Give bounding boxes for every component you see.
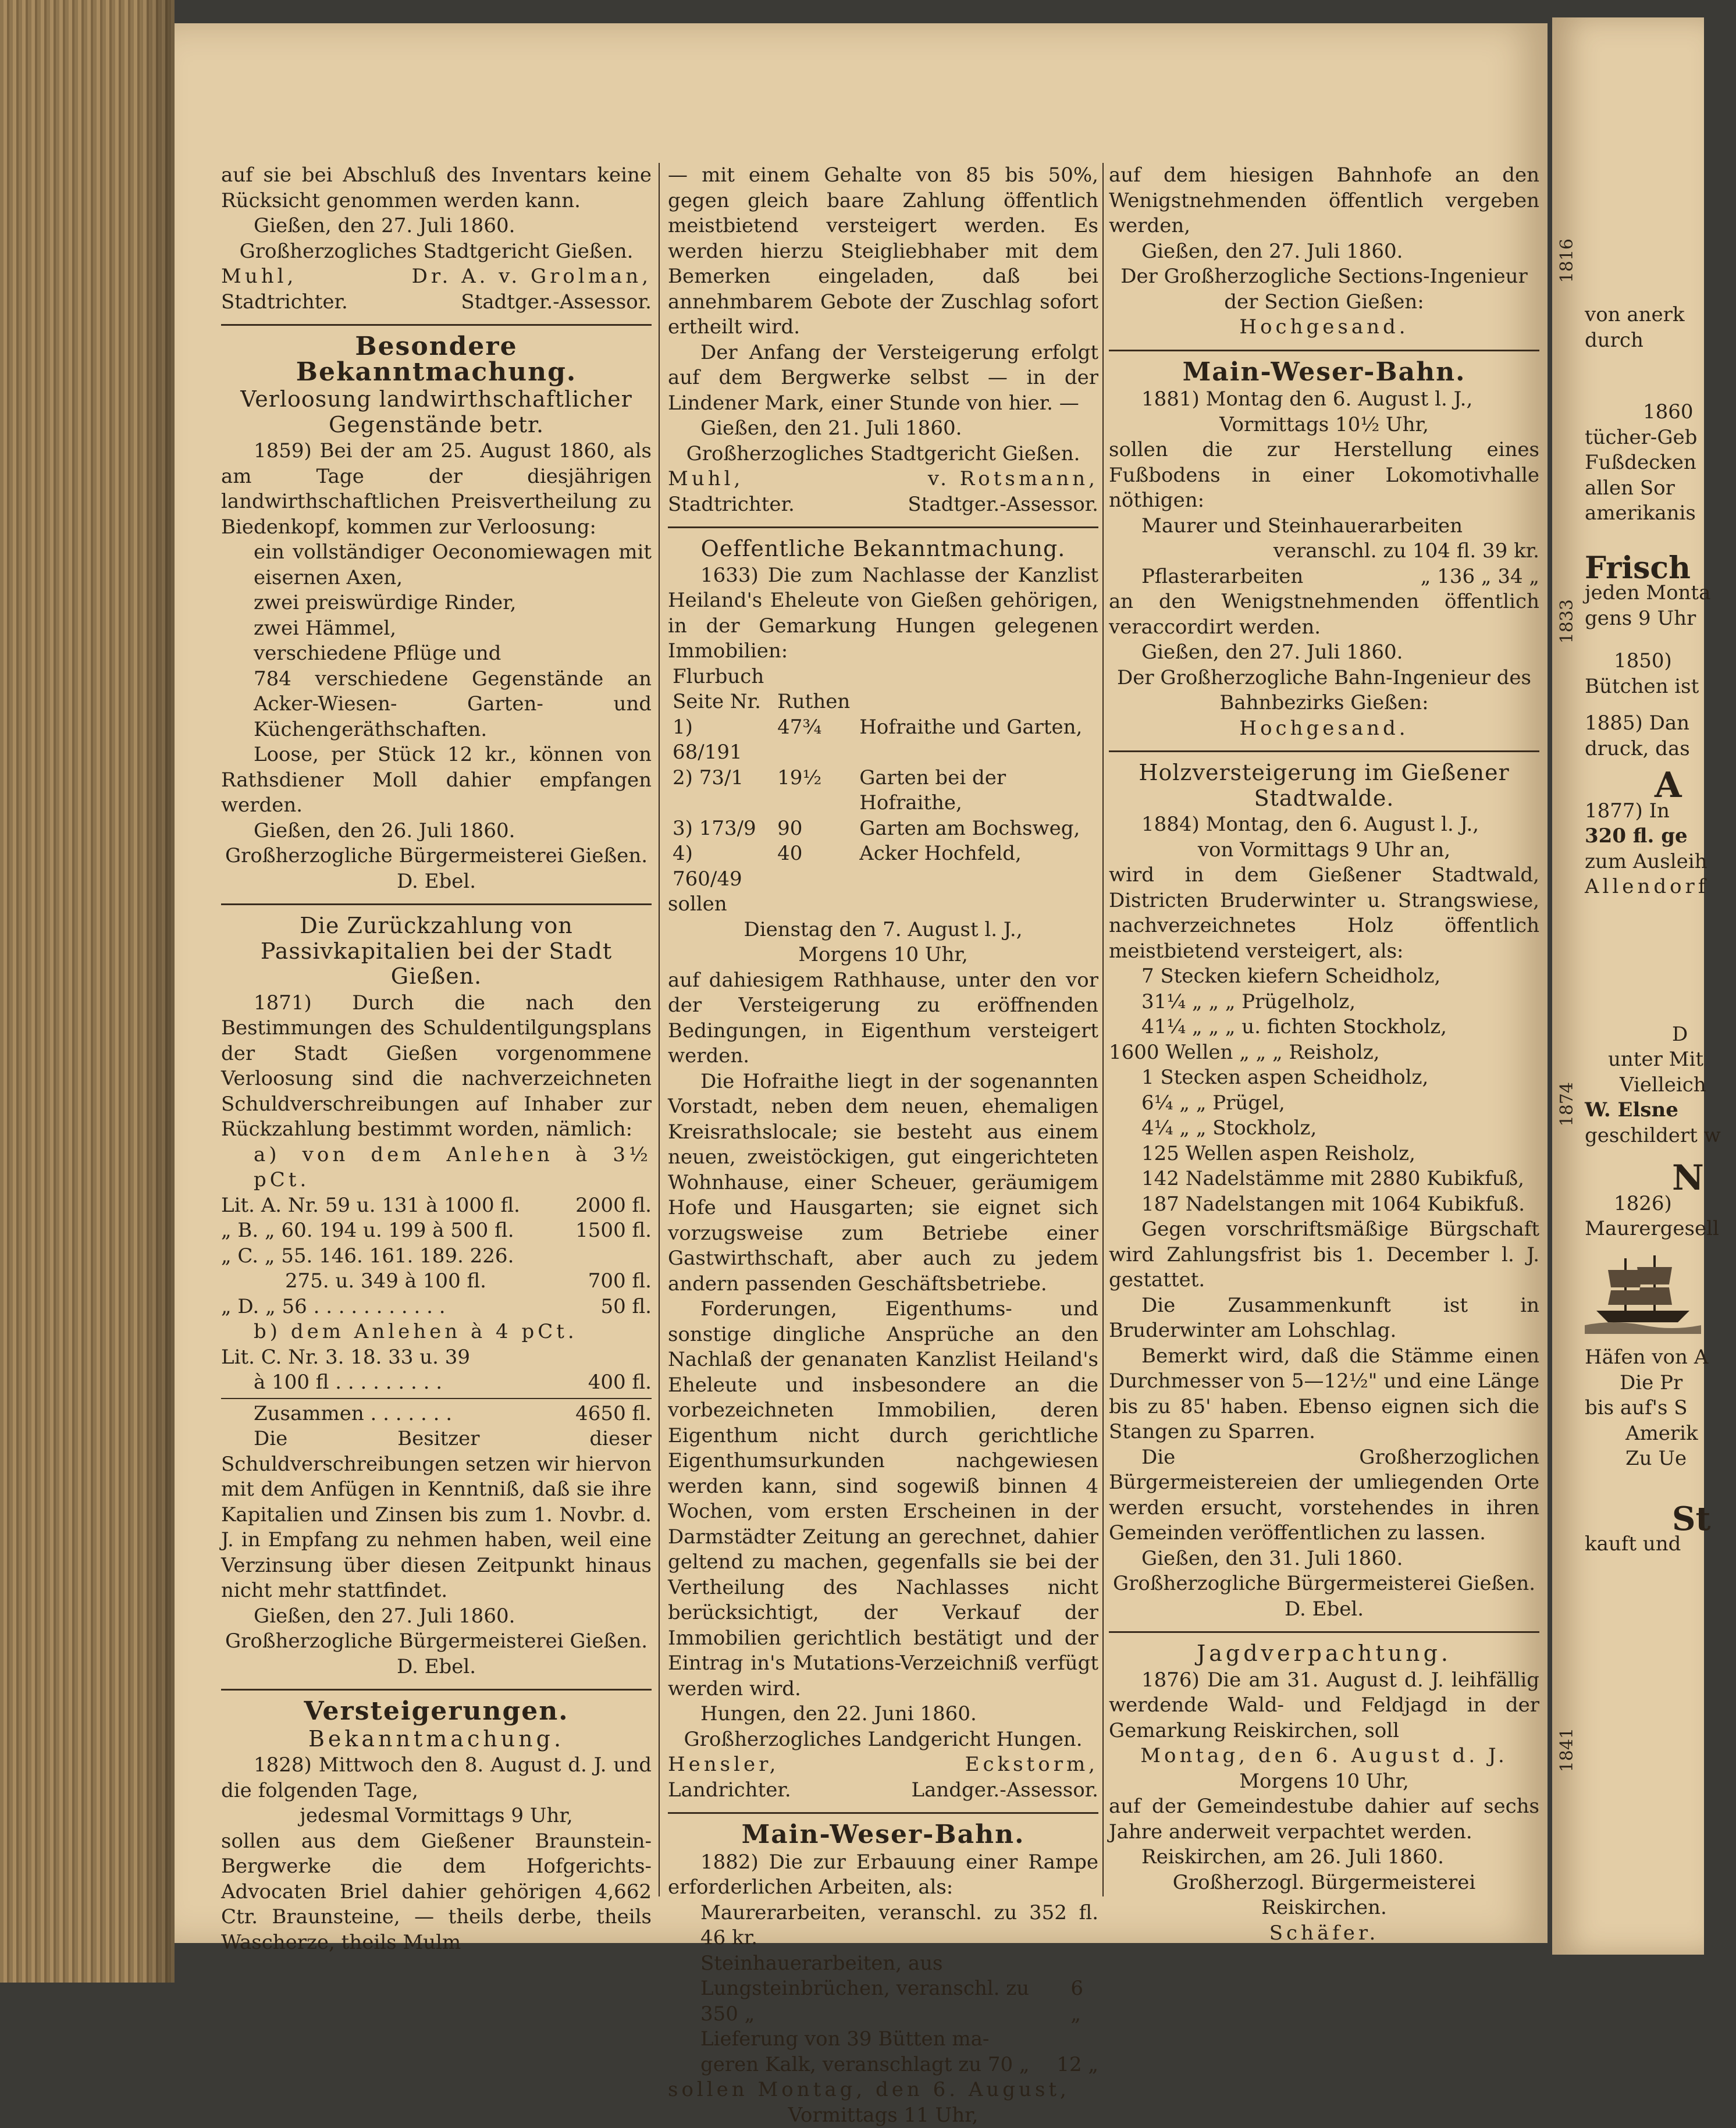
date-line: 1881) Montag den 6. August l. J.,	[1109, 387, 1539, 412]
list-item: 31¼ „ „ „ Prügelholz,	[1109, 990, 1539, 1015]
notice-text: 1871) Durch die nach den Bestimmungen des Schuldentilgungsplans der Stadt Gießen vorgenommene Verloosung sind die nachverzeichneten Schuldverschreibungen auf Inhaber zur Rückzahlung bestimmt worden, nämlich:	[221, 991, 652, 1143]
table-row: 4) 760/49 40 Acker Hochfeld,	[668, 841, 1098, 892]
list-item: 7 Stecken kiefern Scheidholz,	[1109, 964, 1539, 990]
newspaper-page	[175, 23, 1548, 1943]
bond-line: 275. u. 349 à 100 fl. 700 fl.	[221, 1269, 652, 1294]
notice-title: Jagdverpachtung.	[1109, 1641, 1539, 1667]
text-line: Vielleich	[1585, 1073, 1736, 1098]
notice-text: Gegen vorschriftsmäßige Bürgschaft wird Zahlungsfrist bis 1. December l. J. gestattet.	[1109, 1217, 1539, 1293]
section-heading: Main-Weser-Bahn.	[668, 1822, 1098, 1848]
notice-text: 1876) Die am 31. August d. J. leihfällig werdende Wald- und Feldjagd in der Gemarkung Reiskirchen, soll	[1109, 1668, 1539, 1744]
authority-line: Großherzogliche Bürgermeisterei Gießen.	[221, 844, 652, 869]
signature-row: Muhl, v. Rotsmann,	[668, 467, 1098, 492]
date-line: Gießen, den 27. Juli 1860.	[221, 1604, 652, 1629]
list-item: geren Kalk, veranschlagt zu 70 „ 12 „	[668, 2052, 1098, 2078]
notice-number: 1816	[1557, 239, 1577, 283]
text-line: Häfen von A	[1585, 1345, 1736, 1371]
signature-title-row: Stadtrichter. Stadtger.-Assessor.	[221, 290, 652, 315]
text-line: Amerik	[1585, 1421, 1736, 1447]
text-line: Zu Ue	[1585, 1446, 1736, 1472]
authority-line: Großherzogliche Bürgermeisterei Gießen.	[1109, 1571, 1539, 1597]
time-line: Morgens 10 Uhr,	[1109, 1769, 1539, 1795]
notice-text: auf dahiesigem Rathhause, unter den vor der Versteigerung zu eröffnenden Bedingungen, in Eigenthum versteigert werden.	[668, 968, 1098, 1069]
text-line: gens 9 Uhr	[1585, 606, 1736, 632]
section-divider	[1109, 750, 1539, 752]
notice-text: Bemerkt wird, daß die Stämme einen Durchmesser von 5—12½" und eine Länge bis zu 85' haben. Ebenso eignen sich die Stangen zu Sparren.	[1109, 1344, 1539, 1445]
text-line: zum Ausleih	[1585, 849, 1736, 875]
list-item: Maurerarbeiten, veranschl. zu 352 fl. 46 kr.	[668, 1901, 1098, 1951]
notice-text: Die Hofraithe liegt in der sogenannten Vorstadt, neben dem neuen, ehemaligen Kreisrathslocale; sie besteht aus einem neuen, zweistöckigen, gut eingerichteten Wohnhause, einer Scheuer, geräumigem Hofe und Hausgarten; sie eignet sich vorzugsweise zum Betriebe einer Gastwirthschaft, aber auch zu jedem andern passenden Geschäftsbetriebe.	[668, 1069, 1098, 1297]
table-row: 3) 173/9 90 Garten am Bochsweg,	[668, 816, 1098, 842]
authority-line: Großherzogl. Bürgermeisterei Reiskirchen.	[1109, 1870, 1539, 1921]
section-divider	[1109, 350, 1539, 351]
list-item: 41¼ „ „ „ u. fichten Stockholz,	[1109, 1015, 1539, 1040]
column-rule	[659, 163, 660, 1896]
heading: A	[1585, 773, 1736, 799]
list-item: 125 Wellen aspen Reisholz,	[1109, 1141, 1539, 1167]
notice-text: an den Wenigstnehmenden öffentlich veraccordirt werden.	[1109, 589, 1539, 640]
table-header: Seite Nr. Ruthen	[668, 689, 1098, 715]
text-line: D	[1585, 1022, 1736, 1048]
bond-line: Lit. A. Nr. 59 u. 131 à 1000 fl. 2000 fl.	[221, 1193, 652, 1219]
notice-text: wird in dem Gießener Stadtwald, Districten Bruderwinter u. Strangswiese, nachverzeichnetes Holz öffentlich meistbietend versteigert, als:	[1109, 863, 1539, 964]
ship-illustration	[1585, 1247, 1701, 1334]
notice-text: — mit einem Gehalte von 85 bis 50%, gegen gleich baare Zahlung öffentlich meistbietend versteigert werden. Es werden hierzu Steigliebhaber mit dem Bemerken eingeladen, daß bei annehmbarem Gebote der Zuschlag sofort ertheilt wird.	[668, 163, 1098, 340]
list-item: verschiedene Pflüge und	[221, 641, 652, 667]
section-heading: Versteigerungen.	[221, 1699, 652, 1724]
bond-line: à 100 fl . . . . . . . . . 400 fl.	[221, 1370, 652, 1396]
date-line: Montag, den 6. August d. J.	[1109, 1743, 1539, 1769]
notice-text: auf der Gemeindestube dahier auf sechs Jahre anderweit verpachtet werden.	[1109, 1794, 1539, 1845]
table-row: 2) 73/1 19½ Garten bei der Hofraithe,	[668, 766, 1098, 816]
list-item: 142 Nadelstämme mit 2880 Kubikfuß,	[1109, 1166, 1539, 1192]
list-item: zwei preiswürdige Rinder,	[221, 590, 652, 616]
time-line: Vormittags 11 Uhr,	[668, 2103, 1098, 2128]
text-line: 320 fl. ge	[1585, 824, 1736, 849]
notice-text: Der Anfang der Versteigerung erfolgt auf dem Bergwerke selbst — in der Lindener Mark, einer Stunde von hier. —	[668, 340, 1098, 417]
notice-text: Die Großherzoglichen Bürgermeistereien der umliegenden Orte werden ersucht, vorstehendes in ihren Gemeinden veröffentlichen zu lassen.	[1109, 1445, 1539, 1546]
column-1	[221, 163, 652, 1955]
heading: Frisch	[1585, 556, 1736, 581]
bond-line: Lit. C. Nr. 3. 18. 33 u. 39	[221, 1345, 652, 1371]
text-line: 1850)	[1585, 649, 1736, 674]
notice-title: Verloosung landwirthschaftlicher Gegenstände betr.	[221, 387, 652, 437]
signature: D. Ebel.	[1109, 1597, 1539, 1622]
signature-row: Muhl, Dr. A. v. Grolman,	[221, 264, 652, 290]
authority-line: Großherzogliche Bürgermeisterei Gießen.	[221, 1629, 652, 1654]
text-line: allen Sor	[1585, 476, 1736, 501]
notice-text: 1828) Mittwoch den 8. August d. J. und die folgenden Tage,	[221, 1753, 652, 1803]
list-heading: b) dem Anlehen à 4 pCt.	[221, 1319, 652, 1345]
notice-text: sollen aus dem Gießener Braunstein-Bergwerke die dem Hofgerichts-Advocaten Briel dahier gehörigen 4,662 Ctr. Braunsteine, — theils derbe, theils Wascherze, theils Mulm	[221, 1829, 652, 1956]
time-line: von Vormittags 9 Uhr an,	[1109, 838, 1539, 863]
section-heading: Besondere Bekanntmachung.	[221, 334, 652, 385]
date-line: sollen Montag, den 6. August,	[668, 2077, 1098, 2103]
section-divider	[221, 324, 652, 326]
notice-title: Holzversteigerung im Gießener Stadtwalde.	[1109, 760, 1539, 811]
sum-rule	[221, 1398, 652, 1399]
date-line: Hungen, den 22. Juni 1860.	[668, 1702, 1098, 1727]
property-table	[668, 664, 1098, 892]
notice-number: 1841	[1557, 1728, 1577, 1772]
text-line: unter Mit	[1585, 1047, 1736, 1073]
notice-text: auf dem hiesigen Bahnhofe an den Wenigstnehmenden öffentlich vergeben werden,	[1109, 163, 1539, 239]
section-divider	[668, 526, 1098, 528]
total-line: Zusammen . . . . . . . 4650 fl.	[221, 1401, 652, 1427]
text-line: jeden Monta	[1585, 581, 1736, 606]
column-2	[668, 163, 1098, 2128]
text-line: durch	[1585, 328, 1736, 354]
table-header: Flurbuch	[668, 664, 1098, 690]
notice-text: Die Besitzer dieser Schuldverschreibungen setzen wir hiervon mit dem Anfügen in Kenntniß, daß sie ihre Kapitalien und Zinsen bis zum 1. Novbr. d. J. in Empfang zu nehmen haben, weil eine Verzinsung über diesen Zeitpunkt hinaus nicht mehr stattfindet.	[221, 1426, 652, 1604]
list-item: Steinhauerarbeiten, aus	[668, 1951, 1098, 1977]
list-item: zwei Hämmel,	[221, 616, 652, 642]
list-item: Maurer und Steinhauerarbeiten	[1109, 514, 1539, 539]
signature: Schäfer.	[1109, 1921, 1539, 1946]
notice-text: 1882) Die zur Erbauung einer Rampe erforderlichen Arbeiten, als:	[668, 1850, 1098, 1901]
facing-page	[1552, 17, 1704, 1955]
authority-line: Der Großherzogliche Sections-Ingenieur der Section Gießen:	[1109, 264, 1539, 315]
notice-text: sollen die zur Herstellung eines Fußbodens in einer Lokomotivhalle nöthigen:	[1109, 437, 1539, 514]
section-divider	[221, 903, 652, 905]
signature-title-row: Landrichter. Landger.-Assessor.	[668, 1778, 1098, 1803]
column-rule	[1102, 163, 1104, 1896]
text-line: 1860	[1585, 400, 1736, 425]
text-line: Die Pr	[1585, 1371, 1736, 1396]
heading: N	[1585, 1166, 1736, 1191]
signature: D. Ebel.	[221, 1654, 652, 1680]
date-line: Gießen, den 27. Juli 1860.	[1109, 640, 1539, 666]
bond-line: „ B. „ 60. 194 u. 199 à 500 fl. 1500 fl.	[221, 1218, 652, 1244]
list-item: veranschl. zu 104 fl. 39 kr.	[1109, 539, 1539, 564]
date-line: Gießen, den 26. Juli 1860.	[221, 819, 652, 844]
date-line: Reiskirchen, am 26. Juli 1860.	[1109, 1845, 1539, 1870]
date-line: Dienstag den 7. August l. J.,	[668, 917, 1098, 943]
text-line: amerikanis	[1585, 501, 1736, 526]
text-line: von anerk	[1585, 303, 1736, 328]
notice-title: Oeffentliche Bekanntmachung.	[668, 536, 1098, 562]
authority-line: Großherzogliches Landgericht Hungen.	[668, 1727, 1098, 1753]
notice-text: Loose, per Stück 12 kr., können von Rathsdiener Moll dahier empfangen werden.	[221, 742, 652, 819]
text-line: 1826)	[1585, 1191, 1736, 1217]
text-line: 1877) In	[1585, 799, 1736, 824]
notice-text: auf sie bei Abschluß des Inventars keine Rücksicht genommen werden kann.	[221, 163, 652, 213]
signature: Hochgesand.	[1109, 315, 1539, 340]
date-line: 1884) Montag, den 6. August l. J.,	[1109, 812, 1539, 838]
signature: Hochgesand.	[1109, 716, 1539, 742]
signature: D. Ebel.	[221, 869, 652, 895]
text-line: 1885) Dan	[1585, 711, 1736, 736]
book-page-edges	[0, 0, 175, 1983]
date-line: Gießen, den 27. Juli 1860.	[221, 213, 652, 239]
facing-page-column	[1585, 157, 1736, 1557]
notice-number: 1874	[1557, 1082, 1577, 1126]
text-line: Maurergesell	[1585, 1216, 1736, 1242]
notice-title: Die Zurückzahlung von Passivkapitalien bei der Stadt Gießen.	[221, 913, 652, 990]
section-heading: Main-Weser-Bahn.	[1109, 360, 1539, 385]
heading: St	[1585, 1507, 1736, 1532]
section-divider	[1109, 1631, 1539, 1633]
signature-row: Hensler, Eckstorm,	[668, 1752, 1098, 1778]
bond-line: „ C. „ 55. 146. 161. 189. 226.	[221, 1244, 652, 1269]
list-item: 1 Stecken aspen Scheidholz,	[1109, 1065, 1539, 1091]
list-item: Pflasterarbeiten „ 136 „ 34 „	[1109, 564, 1539, 590]
signature-title-row: Stadtrichter. Stadtger.-Assessor.	[668, 492, 1098, 518]
time-line: Morgens 10 Uhr,	[668, 942, 1098, 968]
notice-text: Forderungen, Eigenthums- und sonstige dingliche Ansprüche an den Nachlaß der genanaten Kanzlist Heiland's Eheleute und insbesondere an die vorbezeichneten Immobilien, deren Eigenthum nicht durch gerichtliche Eigenthumsurkunden nachgewiesen werden kann, sind sogewiß binnen 4 Wochen, vom ersten Erscheinen in der Darmstädter Zeitung an gerechnet, dahier geltend zu machen, gegenfalls sie bei der Vertheilung des Nachlasses nicht berücksichtigt, der Verkauf der Immobilien gerichtlich bestätigt und der Eintrag in's Mutations-Verzeichniß verfügt werden wird.	[668, 1297, 1098, 1702]
notice-text: 1859) Bei der am 25. August 1860, als am Tage der diesjährigen landwirthschaftlichen Preisvertheilung zu Biedenkopf, kommen zur Verloosung:	[221, 439, 652, 540]
text-line: tücher-Geb	[1585, 425, 1736, 451]
text-line: W. Elsne	[1585, 1098, 1736, 1123]
time-line: Vormittags 10½ Uhr,	[1109, 412, 1539, 438]
notice-text: Die Zusammenkunft ist in Bruderwinter am Lohschlag.	[1109, 1293, 1539, 1344]
notice-text: sollen	[668, 892, 1098, 917]
time-line: jedesmal Vormittags 9 Uhr,	[221, 1803, 652, 1829]
text-line: geschildert w	[1585, 1123, 1736, 1149]
list-heading: a) von dem Anlehen à 3½ pCt.	[221, 1143, 652, 1193]
list-item: Lieferung von 39 Bütten ma-	[668, 2027, 1098, 2052]
text-line: bis auf's S	[1585, 1396, 1736, 1421]
notice-title: Bekanntmachung.	[221, 1727, 652, 1752]
list-item: 187 Nadelstangen mit 1064 Kubikfuß.	[1109, 1192, 1539, 1218]
column-3	[1109, 163, 1539, 1946]
authority-line: Großherzogliches Stadtgericht Gießen.	[221, 239, 652, 265]
text-line: druck, das	[1585, 736, 1736, 762]
list-item: 1600 Wellen „ „ „ Reisholz,	[1109, 1040, 1539, 1066]
date-line: Gießen, den 27. Juli 1860.	[1109, 239, 1539, 265]
text-line: kauft und	[1585, 1532, 1736, 1557]
bond-line: „ D. „ 56 . . . . . . . . . . . 50 fl.	[221, 1294, 652, 1320]
list-item: 784 verschiedene Gegenstände an Acker-Wiesen- Garten- und Küchengeräthschaften.	[221, 667, 652, 743]
section-divider	[221, 1689, 652, 1691]
notice-number: 1833	[1557, 599, 1577, 643]
table-row: 1) 68/191 47¾ Hofraithe und Garten,	[668, 715, 1098, 766]
authority-line: Der Großherzogliche Bahn-Ingenieur des Bahnbezirks Gießen:	[1109, 666, 1539, 716]
notice-text: 1633) Die zum Nachlasse der Kanzlist Heiland's Eheleute von Gießen gehörigen, in der Gemarkung Hungen gelegenen Immobilien:	[668, 563, 1098, 664]
list-item: ein vollständiger Oeconomiewagen mit eisernen Axen,	[221, 540, 652, 590]
list-item: 6¼ „ „ Prügel,	[1109, 1091, 1539, 1116]
date-line: Gießen, den 21. Juli 1860.	[668, 416, 1098, 442]
text-line: Bütchen ist	[1585, 674, 1736, 700]
date-line: Gießen, den 31. Juli 1860.	[1109, 1546, 1539, 1572]
text-line: Allendorf	[1585, 874, 1736, 900]
authority-line: Großherzogliches Stadtgericht Gießen.	[668, 442, 1098, 467]
text-line: Fußdecken	[1585, 450, 1736, 476]
list-item: 4¼ „ „ Stockholz,	[1109, 1116, 1539, 1141]
section-divider	[668, 1812, 1098, 1814]
list-item: Lungsteinbrüchen, veranschl. zu 350 „ 6 „	[668, 1976, 1098, 2027]
